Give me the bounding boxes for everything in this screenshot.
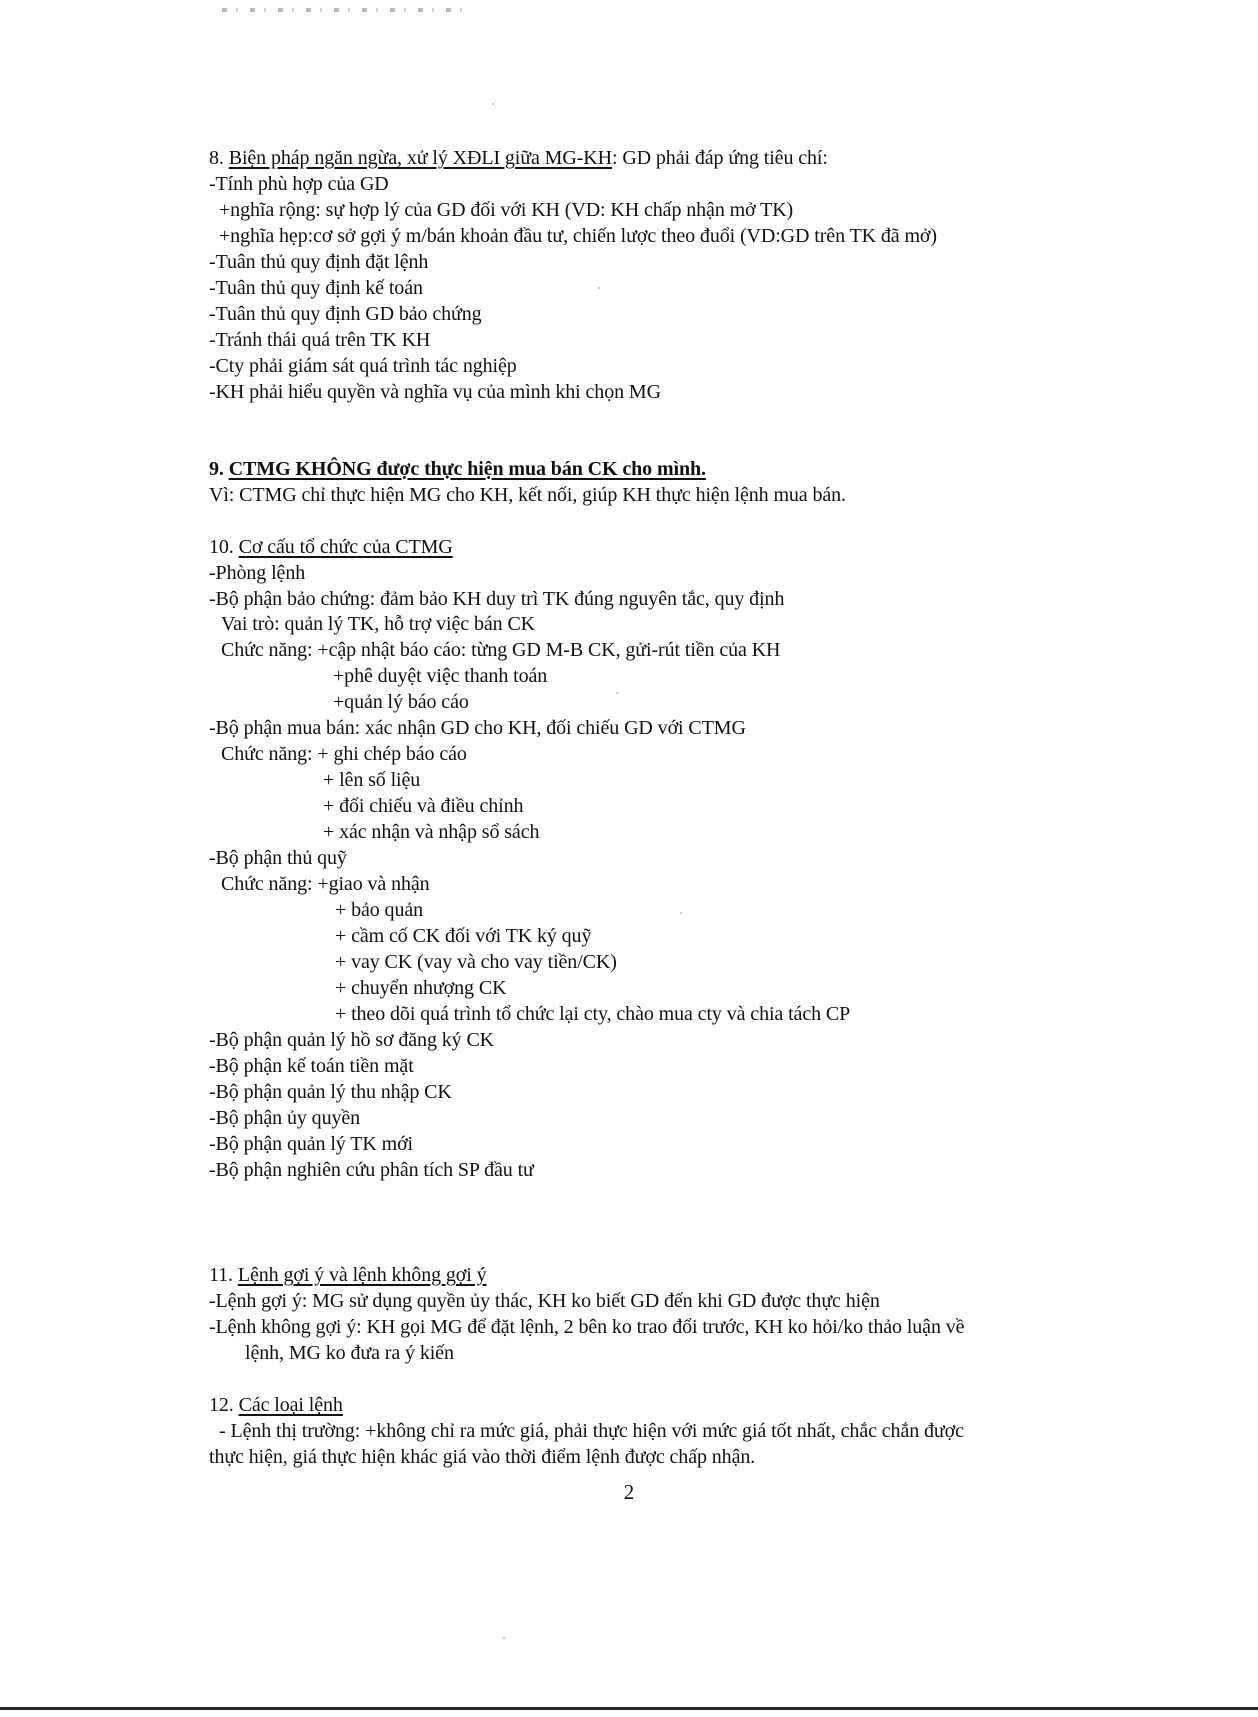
section-8-line: -Tuân thủ quy định đặt lệnh bbox=[209, 251, 429, 273]
section-10-heading bbox=[209, 534, 453, 560]
section-10-line: + vay CK (vay và cho vay tiền/CK) bbox=[335, 951, 617, 973]
section-10-line: -Bộ phận nghiên cứu phân tích SP đầu tư bbox=[209, 1159, 534, 1181]
scan-speck bbox=[492, 103, 494, 105]
section-12-heading bbox=[209, 1392, 343, 1418]
section-10-line: + cầm cố CK đối với TK ký quỹ bbox=[335, 925, 592, 947]
page-number: 2 bbox=[623, 1480, 635, 1504]
section-11-line: lệnh, MG ko đưa ra ý kiến bbox=[245, 1342, 454, 1364]
section-10-line: -Bộ phận quản lý hồ sơ đăng ký CK bbox=[209, 1029, 495, 1051]
section-10-line: -Bộ phận ủy quyền bbox=[209, 1107, 361, 1129]
scan-noise bbox=[222, 8, 472, 12]
section-10-line: Chức năng: +cập nhật báo cáo: từng GD M-B CK, gửi-rút tiền của KH bbox=[221, 639, 781, 661]
section-8-line: -Cty phải giám sát quá trình tác nghiệp bbox=[209, 355, 517, 377]
section-10-line: -Bộ phận thủ quỹ bbox=[209, 847, 347, 869]
section-8-line: +nghĩa hẹp:cơ sở gợi ý m/bán khoản đầu tư, chiến lược theo đuổi (VD:GD trên TK đã mở) bbox=[219, 225, 937, 247]
section-10-line: + chuyển nhượng CK bbox=[335, 977, 507, 999]
bottom-border bbox=[0, 1707, 1258, 1710]
section-10-title: Cơ cấu tổ chức của CTMG bbox=[238, 536, 453, 558]
section-11-number: 11. bbox=[209, 1264, 238, 1286]
section-10-line: +phê duyệt việc thanh toán bbox=[333, 665, 548, 687]
section-10-line: -Bộ phận quản lý TK mới bbox=[209, 1133, 413, 1155]
section-10-line: Chức năng: + ghi chép báo cáo bbox=[221, 743, 467, 765]
section-10-line: -Bộ phận mua bán: xác nhận GD cho KH, đối chiếu GD với CTMG bbox=[209, 717, 746, 739]
section-11-title: Lệnh gợi ý và lệnh không gợi ý bbox=[237, 1264, 487, 1286]
section-8-title: Biện pháp ngăn ngừa, xử lý XĐLI giữa MG-KH bbox=[228, 147, 612, 169]
section-10-line: Vai trò: quản lý TK, hỗ trợ việc bán CK bbox=[221, 613, 536, 635]
section-9-heading bbox=[209, 456, 706, 482]
section-11-line: -Lệnh gợi ý: MG sử dụng quyền ủy thác, KH ko biết GD đến khi GD được thực hiện bbox=[209, 1290, 880, 1312]
scan-speck bbox=[680, 912, 682, 914]
section-10-number: 10. bbox=[209, 536, 239, 558]
section-10-line: -Bộ phận bảo chứng: đảm bảo KH duy trì TK đúng nguyên tắc, quy định bbox=[209, 588, 785, 610]
section-8-line: -KH phải hiểu quyền và nghĩa vụ của mình khi chọn MG bbox=[209, 381, 661, 403]
section-10-line: + theo dõi quá trình tổ chức lại cty, chào mua cty và chia tách CP bbox=[335, 1003, 851, 1025]
section-8-line: +nghĩa rộng: sự hợp lý của GD đối với KH (VD: KH chấp nhận mở TK) bbox=[219, 199, 794, 221]
scan-speck bbox=[503, 1637, 505, 1639]
section-12-title: Các loại lệnh bbox=[238, 1394, 343, 1416]
section-10-line: -Bộ phận quản lý thu nhập CK bbox=[209, 1081, 452, 1103]
section-9-title: CTMG KHÔNG được thực hiện mua bán CK cho mình. bbox=[228, 458, 706, 480]
section-8-line: -Tuân thủ quy định GD bảo chứng bbox=[209, 303, 482, 325]
section-10-line: + xác nhận và nhập sổ sách bbox=[323, 821, 540, 843]
section-12-line: - Lệnh thị trường: +không chỉ ra mức giá, phải thực hiện với mức giá tốt nhất, chắc chắn được bbox=[219, 1420, 964, 1442]
section-10-line: +quản lý báo cáo bbox=[333, 691, 469, 713]
section-8-line: -Tuân thủ quy định kế toán bbox=[209, 277, 423, 299]
section-12-number: 12. bbox=[209, 1394, 239, 1416]
section-10-line: Chức năng: +giao và nhận bbox=[221, 873, 430, 895]
section-10-line: + lên số liệu bbox=[323, 769, 421, 791]
section-12-line: thực hiện, giá thực hiện khác giá vào thời điểm lệnh được chấp nhận. bbox=[209, 1446, 756, 1468]
section-8-title-tail: : GD phải đáp ứng tiêu chí: bbox=[611, 147, 828, 169]
section-9-number: 9. bbox=[209, 458, 229, 480]
section-9-line: Vì: CTMG chỉ thực hiện MG cho KH, kết nối, giúp KH thực hiện lệnh mua bán. bbox=[209, 484, 846, 506]
section-11-line: -Lệnh không gợi ý: KH gọi MG để đặt lệnh, 2 bên ko trao đổi trước, KH ko hỏi/ko thảo luận về bbox=[209, 1316, 965, 1338]
section-10-line: -Bộ phận kế toán tiền mặt bbox=[209, 1055, 414, 1077]
section-10-line: -Phòng lệnh bbox=[209, 562, 306, 584]
scan-speck bbox=[616, 692, 618, 694]
section-10-line: + bảo quản bbox=[335, 899, 424, 921]
section-11-heading bbox=[209, 1262, 487, 1288]
section-8-line: -Tránh thái quá trên TK KH bbox=[209, 329, 431, 351]
scan-speck bbox=[598, 287, 600, 289]
section-8-number: 8. bbox=[209, 147, 229, 169]
section-8-heading bbox=[209, 145, 828, 171]
section-8-line: -Tính phù hợp của GD bbox=[209, 173, 389, 195]
section-10-line: + đối chiếu và điều chỉnh bbox=[323, 795, 524, 817]
